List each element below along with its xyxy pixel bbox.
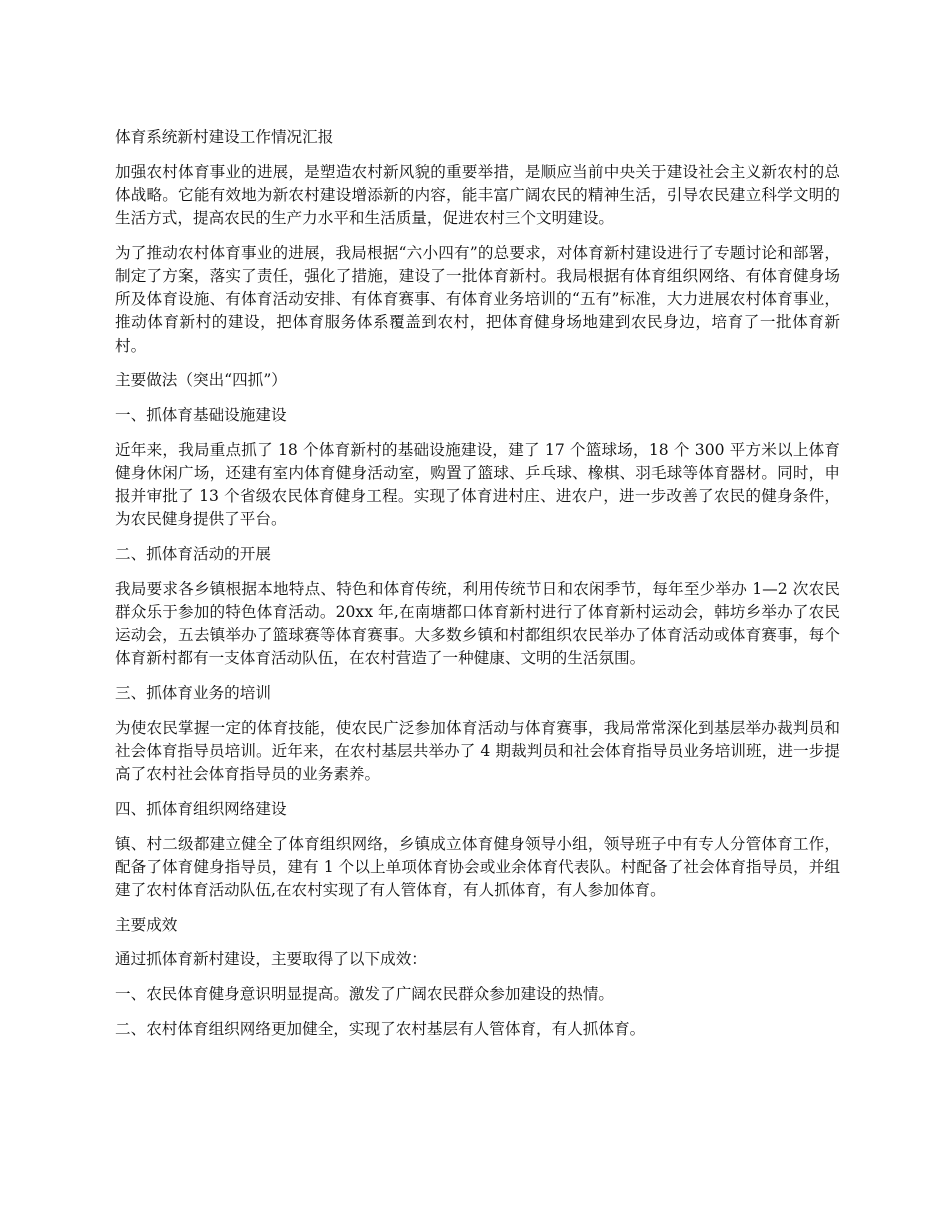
intro-paragraph: 加强农村体育事业的进展，是塑造农村新风貌的重要举措，是顺应当前中央关于建设社会主义新农村的总体战略。它能有效地为新农村建设增添新的内容，能丰富广阔农民的精神生活，引导农民建立科学文明的生活方式，提高农民的生产力水平和生活质量，促进农村三个文明建设。 [115, 162, 840, 228]
training-paragraph: 为使农民掌握一定的体育技能，使农民广泛参加体育活动与体育赛事，我局常常深化到基层举办裁判员和社会体育指导员培训。近年来，在农村基层共举办了 4 期裁判员和社会体育指导员业务培训班，进一步提高了农村社会体育指导员的业务素养。 [115, 718, 840, 784]
section-heading-main-measures: 主要做法（突出“四抓”） [115, 371, 287, 390]
result-item-2: 二、农村体育组织网络更加健全，实现了农村基层有人管体育，有人抓体育。 [115, 1019, 646, 1038]
activities-paragraph: 我局要求各乡镇根据本地特点、特色和体育传统，利用传统节日和农闲季节，每年至少举办 1—2 次农民群众乐于参加的特色体育活动。20xx 年,在南塘都口体育新村进行了体育新村运动会，韩坊乡举办了农民运动会，五去镇举办了篮球赛等体育赛事。大多数乡镇和村都组织农民举办了体育活动或体育赛事，每个体育新村都有一支体育活动队伍，在农村营造了一种健康、文明的生活氛围。 [115, 579, 840, 668]
organization-paragraph: 镇、村二级都建立健全了体育组织网络，乡镇成立体育健身领导小组，领导班子中有专人分管体育工作，配备了体育健身指导员，建有 1 个以上单项体育协会或业余体育代表队。村配备了社会体育指导员，并组建了农村体育活动队伍,在农村实现了有人管体育，有人抓体育，有人参加体育。 [115, 834, 840, 899]
infrastructure-paragraph: 近年来，我局重点抓了 18 个体育新村的基础设施建设，建了 17 个篮球场，18 个 300 平方米以上体育健身休闲广场，还建有室内体育健身活动室，购置了篮球、乒乓球、橡棋、羽毛球等体育器材。同时，申报并审批了 13 个省级农民体育健身工程。实现了体育进村庄、进农户，进一步改善了农民的健身条件，为农民健身提供了平台。 [115, 440, 840, 529]
section-heading-results: 主要成效 [115, 915, 178, 934]
subheading-infrastructure: 一、抓体育基础设施建设 [115, 406, 287, 425]
subheading-training: 三、抓体育业务的培训 [115, 684, 271, 703]
document-page [115, 126, 840, 1053]
document-title: 体育系统新村建设工作情况汇报 [115, 128, 334, 146]
results-intro-paragraph: 通过抓体育新村建设，主要取得了以下成效： [115, 950, 427, 969]
subheading-activities: 二、抓体育活动的开展 [115, 545, 271, 564]
background-paragraph: 为了推动农村体育事业的进展，我局根据“六小四有”的总要求，对体育新村建设进行了专题讨论和部署，制定了方案，落实了责任，强化了措施，建设了一批体育新村。我局根据有体育组织网络、有体育健身场所及体育设施、有体育活动安排、有体育赛事、有体育业务培训的“五有”标准，大力进展农村体育事业，推动体育新村的建设，把体育服务体系覆盖到农村，把体育健身场地建到农民身边，培育了一批体育新村。 [115, 243, 840, 355]
subheading-organization: 四、抓体育组织网络建设 [115, 799, 287, 818]
result-item-1: 一、农民体育健身意识明显提高。激发了广阔农民群众参加建设的热情。 [115, 985, 615, 1004]
